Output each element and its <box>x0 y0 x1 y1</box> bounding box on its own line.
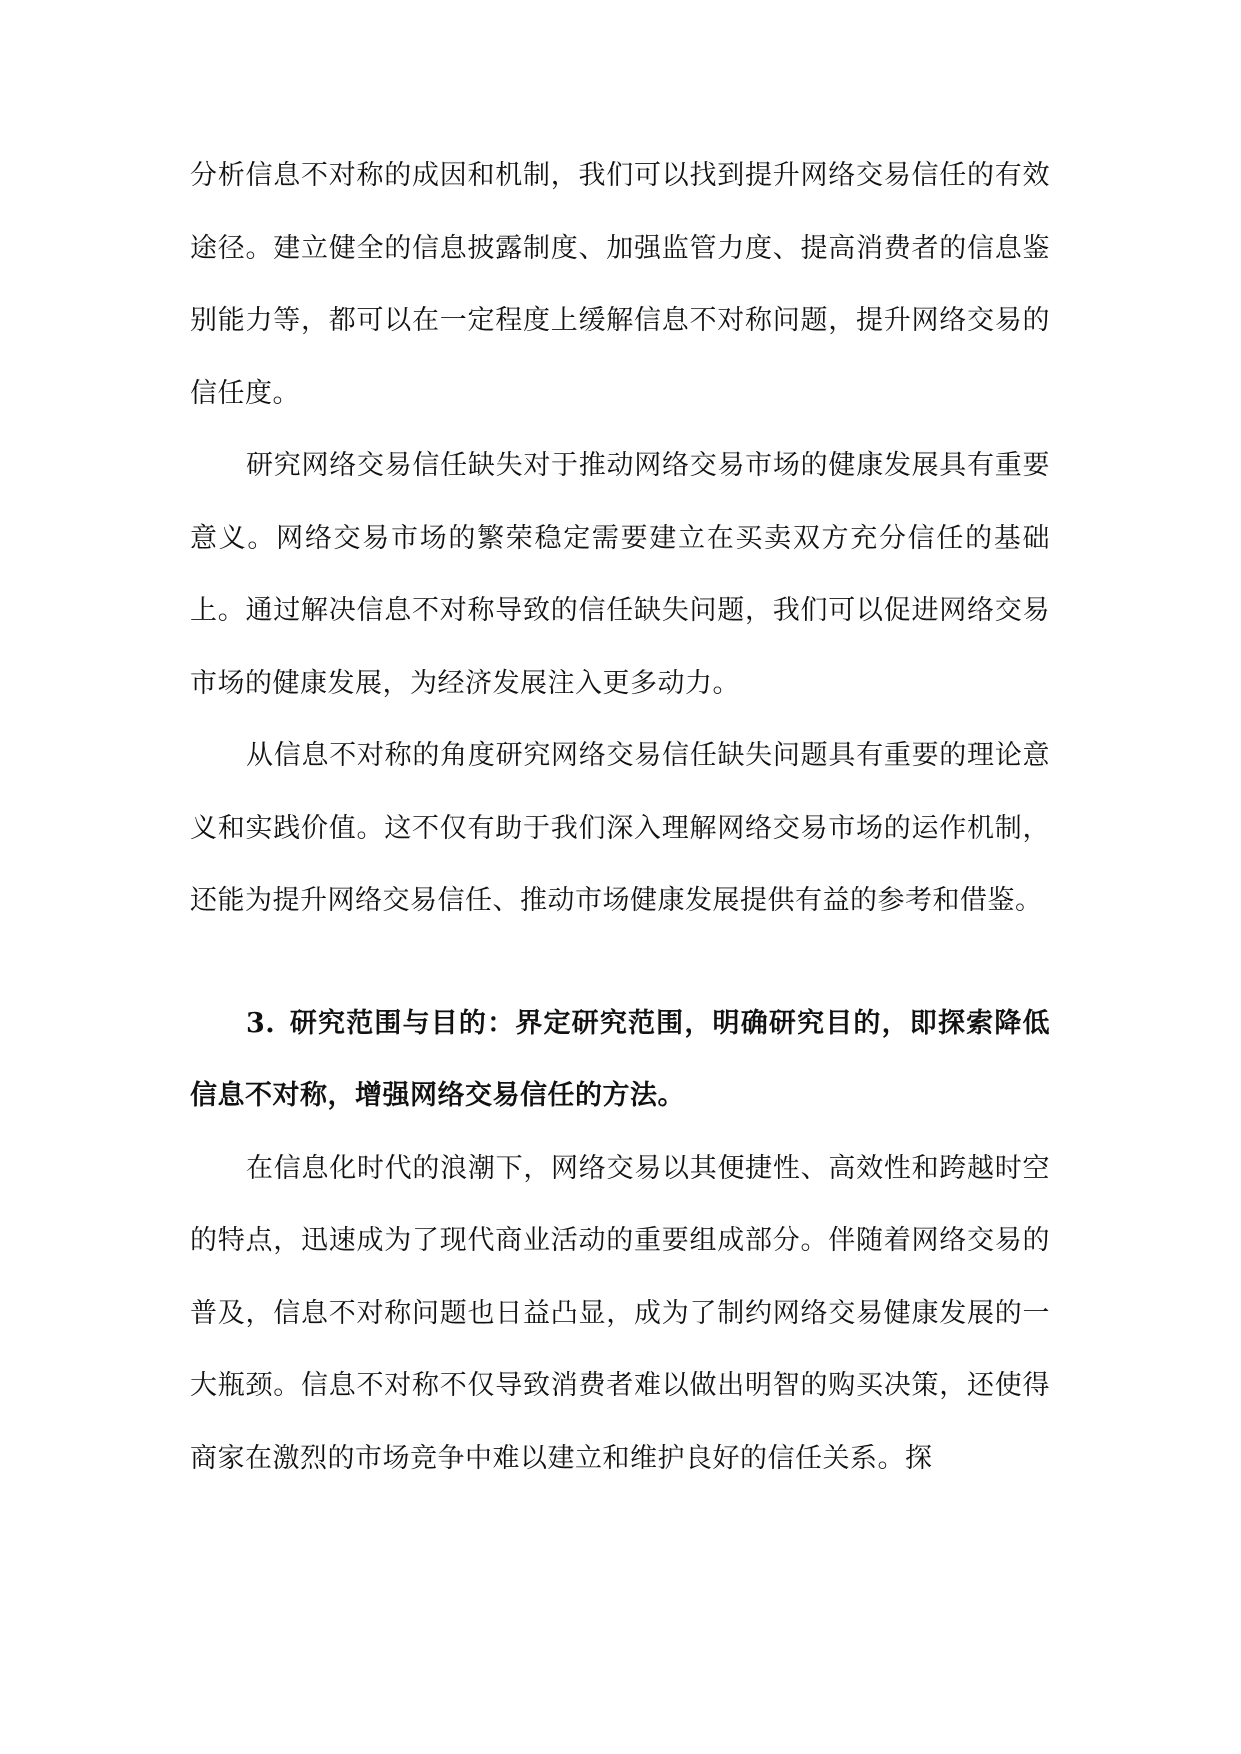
paragraph-1: 分析信息不对称的成因和机制，我们可以找到提升网络交易信任的有效途径。建立健全的信息披露制度、加强监管力度、提高消费者的信息鉴别能力等，都可以在一定程度上缓解信息不对称问题，提升网络交易的信任度。 <box>190 160 1050 409</box>
paragraph-4: 在信息化时代的浪潮下，网络交易以其便捷性、高效性和跨越时空的特点，迅速成为了现代商业活动的重要组成部分。伴随着网络交易的普及，信息不对称问题也日益凸显，成为了制约网络交易健康发展的一大瓶颈。信息不对称不仅导致消费者难以做出明智的购买决策，还使得商家在激烈的市场竞争中难以建立和维护良好的信任关系。探 <box>190 1152 1050 1474</box>
paragraph-2: 研究网络交易信任缺失对于推动网络交易市场的健康发展具有重要意义。网络交易市场的繁荣稳定需要建立在买卖双方充分信任的基础上。通过解决信息不对称导致的信任缺失问题，我们可以促进网络交易市场的健康发展，为经济发展注入更多动力。 <box>190 450 1050 699</box>
section-number: 3. <box>246 1007 276 1039</box>
paragraph-3: 从信息不对称的角度研究网络交易信任缺失问题具有重要的理论意义和实践价值。这不仅有助于我们深入理解网络交易市场的运作机制，还能为提升网络交易信任、推动市场健康发展提供有益的参考和借鉴。 <box>190 740 1050 916</box>
section-title: 研究范围与目的：界定研究范围，明确研究目的，即探索降低信息不对称，增强网络交易信任的方法。 <box>190 1007 1050 1111</box>
document-body <box>190 140 1050 1495</box>
section-heading <box>190 988 1050 1133</box>
